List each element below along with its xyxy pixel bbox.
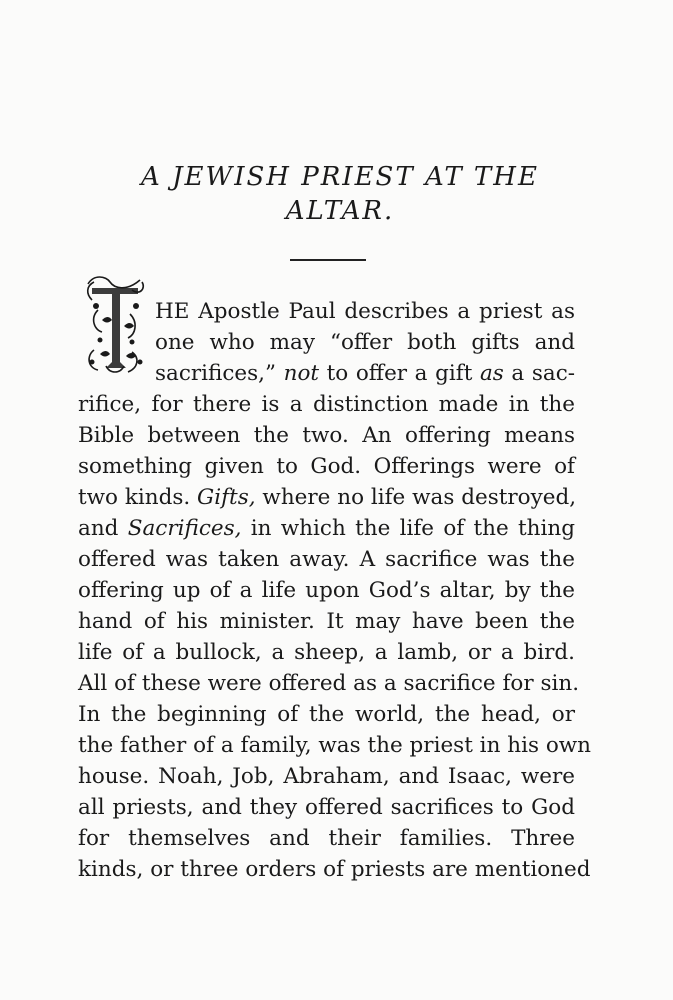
italic-as: as — [479, 361, 504, 386]
italic-not: not — [283, 361, 320, 386]
chapter-title-line-1: A JEWISH PRIEST AT THE — [141, 162, 539, 192]
ornamental-dropcap-t — [80, 270, 152, 380]
text-line-7 — [78, 483, 575, 513]
text-line-2: one who may “offer both gifts and — [155, 330, 575, 355]
text-line-17: all priests, and they offered sacrifices to God — [78, 795, 575, 820]
text-line-1: HE Apostle Paul describes a priest as — [155, 299, 575, 324]
chapter-title — [70, 160, 610, 228]
text-line-5: Bible between the two. An offering means — [78, 423, 575, 448]
text-line-12: life of a bullock, a sheep, a lamb, or a bird. — [78, 640, 575, 665]
chapter-title-line-2: ALTAR. — [285, 196, 395, 226]
text-line-3-b: to offer a gift — [319, 361, 480, 386]
text-line-4: rifice, for there is a distinction made in the — [78, 392, 575, 417]
text-line-14: In the beginning of the world, the head, or — [78, 702, 575, 727]
text-line-16: house. Noah, Job, Abraham, and Isaac, were — [78, 764, 575, 789]
text-line-10: offering up of a life upon God’s altar, by the — [78, 578, 575, 603]
text-line-15: the father of a family, was the priest in his own — [78, 733, 592, 758]
text-line-8 — [78, 514, 575, 544]
text-line-8-a: and — [78, 516, 128, 541]
text-line-3-c: a sac- — [503, 361, 575, 386]
text-line-3-a: sacrifices,” — [155, 361, 284, 386]
title-divider — [290, 259, 366, 261]
text-line-8-b: in which the life of the thing — [241, 516, 575, 541]
text-line-7-a: two kinds. — [78, 485, 198, 510]
text-line-18: for themselves and their families. Three — [78, 826, 575, 851]
text-line-11: hand of his minister. It may have been the — [78, 609, 575, 634]
text-line-7-b: where no life was destroyed, — [255, 485, 577, 510]
italic-sacrifices: Sacrifices, — [127, 516, 242, 541]
italic-gifts: Gifts, — [197, 485, 256, 510]
text-line-13: All of these were offered as a sacrifice for sin. — [78, 671, 580, 696]
text-line-6: something given to God. Offerings were of — [78, 454, 575, 479]
text-line-3 — [155, 359, 575, 389]
text-line-9: offered was taken away. A sacrifice was the — [78, 547, 575, 572]
text-line-19: kinds, or three orders of priests are mentioned — [78, 857, 591, 882]
